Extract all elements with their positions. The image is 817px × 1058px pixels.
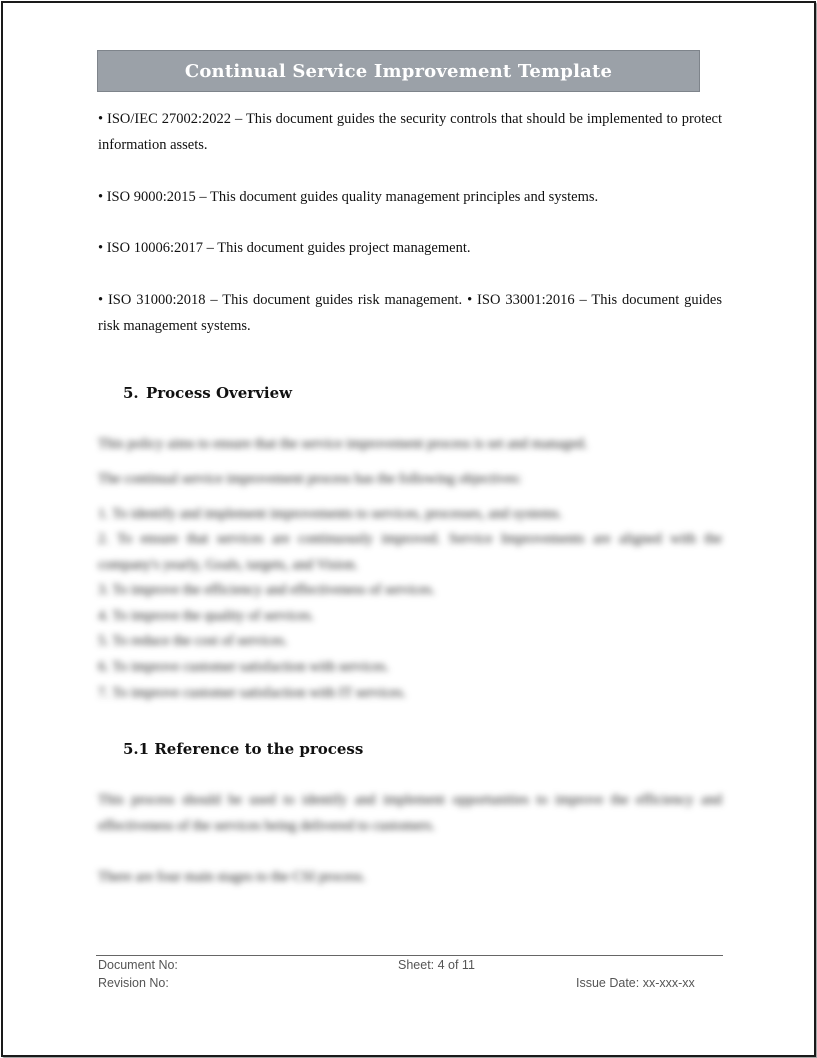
bullet-iso-27002: • ISO/IEC 27002:2022 – This document guides the security controls that should be implemented to protect information assets.: [98, 111, 722, 153]
footer-document-no: Document No:: [98, 958, 178, 972]
section-5-title: Process Overview: [146, 384, 293, 402]
section-5-1-paragraph-1: This process should be used to identify and implement opportunities to improve the efficiency and effectiveness of the services being delivered to customers.: [98, 792, 722, 834]
section-5-number: 5.: [123, 384, 139, 402]
objective-7: 7. To improve customer satisfaction with IT services.: [98, 685, 407, 701]
bullet-iso-9000: • ISO 9000:2015 – This document guides quality management principles and systems.: [98, 189, 599, 205]
bullet-iso-10006: • ISO 10006:2017 – This document guides project management.: [98, 240, 471, 256]
objective-1: 1. To identify and implement improvements to services, processes, and systems.: [98, 506, 563, 522]
objective-4: 4. To improve the quality of services.: [98, 608, 315, 624]
section-5-objectives-lead: The continual service improvement process has the following objectives:: [98, 471, 522, 487]
bullet-iso-31000: • ISO 31000:2018 – This document guides risk management. • ISO 33001:2016 – This document guides risk management systems.: [98, 292, 722, 334]
footer-revision-no: Revision No:: [98, 976, 169, 990]
objective-5: 5. To reduce the cost of services.: [98, 633, 288, 649]
objective-6: 6. To improve customer satisfaction with services.: [98, 659, 390, 675]
section-5-1-heading: 5.1 Reference to the process: [123, 740, 364, 758]
section-5-intro: This policy aims to ensure that the service improvement process is set and managed.: [98, 436, 588, 452]
document-title: Continual Service Improvement Template: [184, 60, 613, 82]
objective-3: 3. To improve the efficiency and effectiveness of services.: [98, 582, 436, 598]
footer-sheet: Sheet: 4 of 11: [398, 958, 475, 972]
footer-divider: [96, 955, 723, 956]
section-5-heading: [123, 384, 292, 402]
title-banner: [97, 50, 700, 92]
objective-2: 2. To ensure that services are continuously improved. Service Improvements are aligned with the company's yearly, Goals, targets, and Vision.: [98, 531, 722, 573]
footer-issue-date: Issue Date: xx-xxx-xx: [576, 976, 695, 990]
section-5-1-paragraph-2: There are four main stages to the CSI process.: [98, 869, 366, 885]
